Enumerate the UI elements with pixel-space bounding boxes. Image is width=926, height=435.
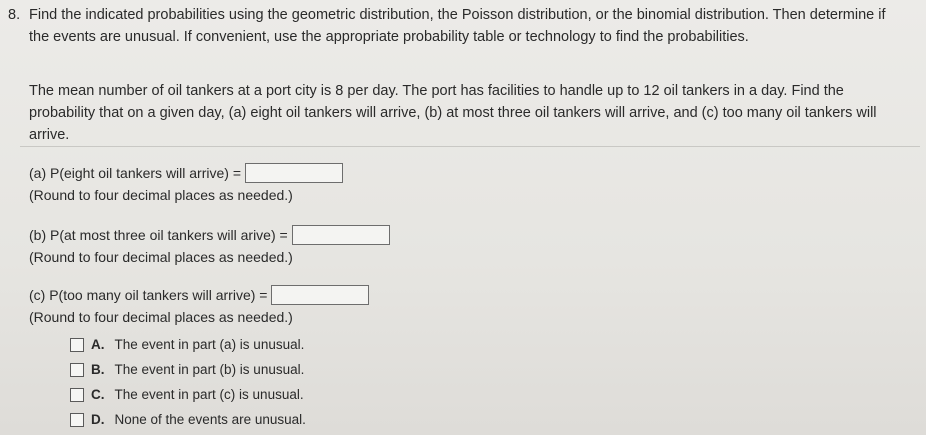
- option-b-checkbox[interactable]: [70, 363, 84, 377]
- part-a-question: [29, 163, 343, 183]
- option-d-letter: D.: [91, 412, 105, 427]
- part-c-hint: (Round to four decimal places as needed.): [29, 309, 293, 325]
- option-c-checkbox[interactable]: [70, 388, 84, 402]
- option-a[interactable]: [70, 337, 304, 352]
- part-a-hint: (Round to four decimal places as needed.): [29, 187, 293, 203]
- part-b-label: (b) P(at most three oil tankers will arive) =: [29, 227, 288, 243]
- option-a-text: The event in part (a) is unusual.: [114, 337, 305, 352]
- part-b-answer-input[interactable]: [292, 225, 390, 245]
- option-d[interactable]: [70, 412, 306, 427]
- section-divider: [20, 146, 920, 147]
- option-b[interactable]: [70, 362, 304, 377]
- option-c-letter: C.: [91, 387, 105, 402]
- part-c-question: [29, 285, 369, 305]
- part-b-hint: (Round to four decimal places as needed.): [29, 249, 293, 265]
- problem-instruction: Find the indicated probabilities using the geometric distribution, the Poisson distribution, or the binomial distribution. Then determine if the events are unusual. If convenient, use the appropriate probability table or technology to find the probabilities.: [29, 7, 886, 45]
- problem-scenario: The mean number of oil tankers at a port city is 8 per day. The port has facilities to handle up to 12 oil tankers in a day. Find the probability that on a given day, (a) eight oil tankers will arrive, (b) at most three oil tankers will arrive, and (c) too many oil tankers will arrive.: [29, 83, 877, 143]
- part-a-label: (a) P(eight oil tankers will arrive) =: [29, 165, 242, 181]
- part-a-answer-input[interactable]: [245, 163, 343, 183]
- option-c[interactable]: [70, 387, 304, 402]
- option-c-text: The event in part (c) is unusual.: [114, 387, 304, 402]
- option-b-text: The event in part (b) is unusual.: [114, 362, 305, 377]
- part-b-question: [29, 225, 390, 245]
- option-a-letter: A.: [91, 337, 105, 352]
- option-b-letter: B.: [91, 362, 105, 377]
- option-d-text: None of the events are unusual.: [114, 412, 306, 427]
- option-d-checkbox[interactable]: [70, 413, 84, 427]
- part-c-label: (c) P(too many oil tankers will arrive) =: [29, 287, 268, 303]
- problem-number: 8.: [8, 7, 21, 23]
- option-a-checkbox[interactable]: [70, 338, 84, 352]
- part-c-answer-input[interactable]: [271, 285, 369, 305]
